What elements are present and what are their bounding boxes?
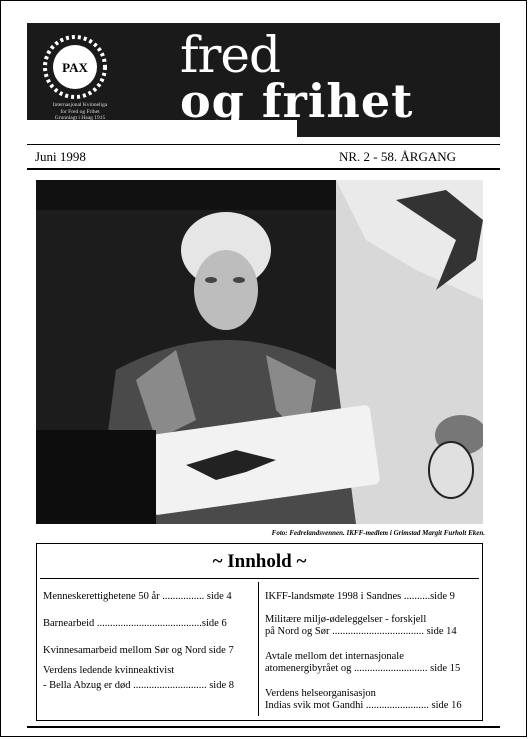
pax-logo: [30, 28, 125, 136]
divider: [40, 578, 479, 579]
toc-entry-title: Menneskerettighetene 50 år ................ side 4: [43, 591, 232, 602]
logo-text-line: for Fred og Frihet: [60, 108, 100, 115]
toc-entry: [43, 665, 234, 692]
issue-date: Juni 1998: [35, 149, 86, 164]
toc-entry: [265, 591, 455, 603]
issue-number: NR. 2 - 58. ÅRGANG: [339, 149, 456, 164]
toc-entry-title-line2: Indias svik mot Gandhi ........................ side 16: [265, 700, 462, 711]
toc-entry: [265, 688, 462, 712]
logo-text-line: Grunnlagt i Haag 1915: [54, 115, 106, 121]
toc-entry-title: Barnearbeid ........................................side 6: [43, 618, 227, 629]
masthead-title-og: og: [180, 74, 245, 128]
masthead-title-og-frihet: [180, 74, 414, 128]
toc-entry-title: Militære miljø-ødeleggelser - forskjell: [265, 614, 427, 625]
toc-entry: [43, 645, 234, 657]
photo-caption: Foto: Fedrelandsvennen. IKFF-medlem i Grimstad Margit Furholt Eken.: [271, 529, 485, 537]
masthead-title-fred: fred: [180, 26, 281, 84]
logo-text-line: Internasjonal Kvinneliga: [52, 102, 108, 108]
cover-photo-illustration: [36, 180, 483, 524]
contents-title: ~ Innhold ~: [212, 551, 307, 572]
toc-entry-title: Verdens helseorganisasjon: [265, 688, 376, 699]
laurel-wreath-icon: [40, 32, 110, 102]
divider: [27, 726, 500, 728]
toc-entry-title: IKFF-landsmøte 1998 i Sandnes ..........side 9: [265, 591, 455, 602]
column-divider: [258, 582, 259, 716]
contents-box: [36, 543, 483, 721]
divider: [27, 168, 500, 170]
toc-entry-title-line2: atomenergibyrået og ............................ side 15: [265, 663, 461, 674]
toc-entry: [43, 618, 227, 630]
masthead-title-frihet: frihet: [261, 74, 414, 128]
divider: [27, 144, 500, 145]
toc-entry: [43, 591, 232, 603]
toc-entry-title-line2: på Nord og Sør ................................... side 14: [265, 626, 457, 637]
toc-entry-title: Avtale mellom det internasjonale: [265, 651, 404, 662]
logo-label: PAX: [62, 60, 88, 75]
toc-entry-title-line2: - Bella Abzug er død ............................ side 8: [43, 680, 235, 691]
logo-caption: [30, 102, 130, 122]
toc-entry-title: Verdens ledende kvinneaktivist: [43, 665, 175, 676]
toc-entry: [265, 614, 457, 638]
toc-entry-title: Kvinnesamarbeid mellom Sør og Nord side 7: [43, 645, 234, 656]
toc-entry: [265, 651, 460, 675]
cover-photo: [36, 180, 483, 524]
